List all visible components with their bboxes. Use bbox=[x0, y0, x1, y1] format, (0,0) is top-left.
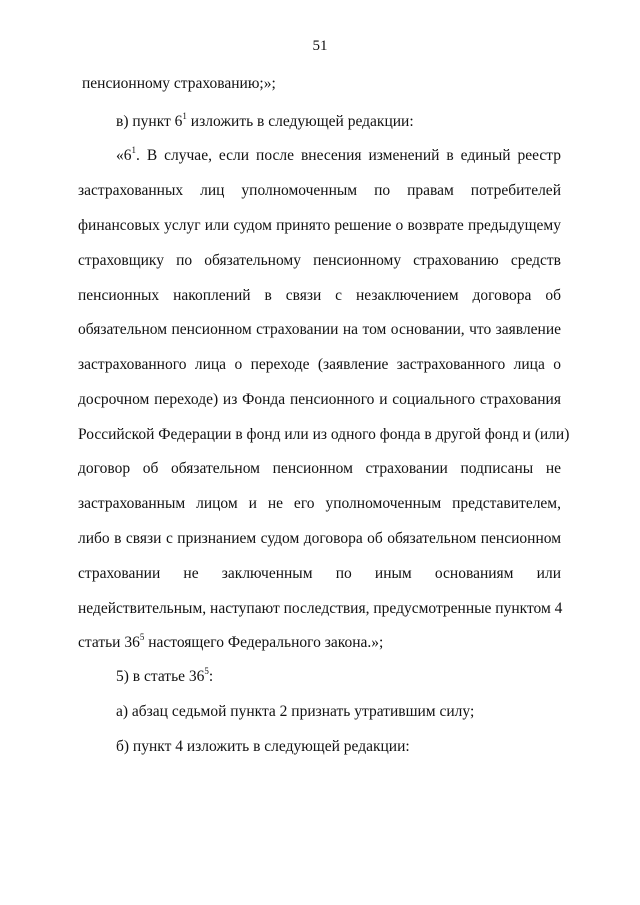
text-line-7: пенсионных накоплений в связи с незаключением договора об bbox=[78, 287, 561, 304]
text-line-19: а) абзац седьмой пункта 2 признать утратившим силу; bbox=[116, 703, 475, 720]
text-line-8: обязательном пенсионном страховании на том основании, что заявление bbox=[78, 321, 561, 338]
text-line-11: Российской Федерации в фонд или из одного фонда в другой фонд и (или) bbox=[78, 426, 570, 443]
text-line-17: статьи $36^5$ настоящего Федерального закона.»; bbox=[78, 631, 384, 651]
text-line-15: страховании не заключенным по иным основаниям или bbox=[78, 565, 561, 582]
text-line-20: б) пункт 4 изложить в следующей редакции: bbox=[116, 738, 410, 755]
text-line-1: пенсионному страхованию;»; bbox=[82, 75, 276, 92]
text-line-6: страховщику по обязательному пенсионному страхованию средств bbox=[78, 252, 561, 269]
text-line-18: 5) в статье $36^5$: bbox=[116, 665, 214, 685]
text-line-13: застрахованным лицом и не его уполномоченным представителем, bbox=[78, 495, 561, 512]
text-line-2: в) пункт $6^1$ изложить в следующей редакции: bbox=[116, 110, 414, 130]
text-line-5: финансовых услуг или судом принято решение о возврате предыдущему bbox=[78, 217, 561, 234]
text-line-4: застрахованных лиц уполномоченным по правам потребителей bbox=[78, 182, 561, 199]
page-number: 51 bbox=[312, 38, 328, 54]
text-line-9: застрахованного лица о переходе (заявление застрахованного лица о bbox=[78, 356, 561, 373]
text-line-10: досрочном переходе) из Фонда пенсионного и социального страхования bbox=[78, 391, 561, 408]
text-line-3: «$6^1$. В случае, если после внесения изменений в единый реестр bbox=[116, 144, 561, 164]
text-line-12: договор об обязательном пенсионном страховании подписаны не bbox=[78, 460, 561, 477]
text-line-14: либо в связи с признанием судом договора об обязательном пенсионном bbox=[78, 530, 561, 547]
text-line-16: недействительным, наступают последствия, предусмотренные пунктом 4 bbox=[78, 600, 563, 617]
